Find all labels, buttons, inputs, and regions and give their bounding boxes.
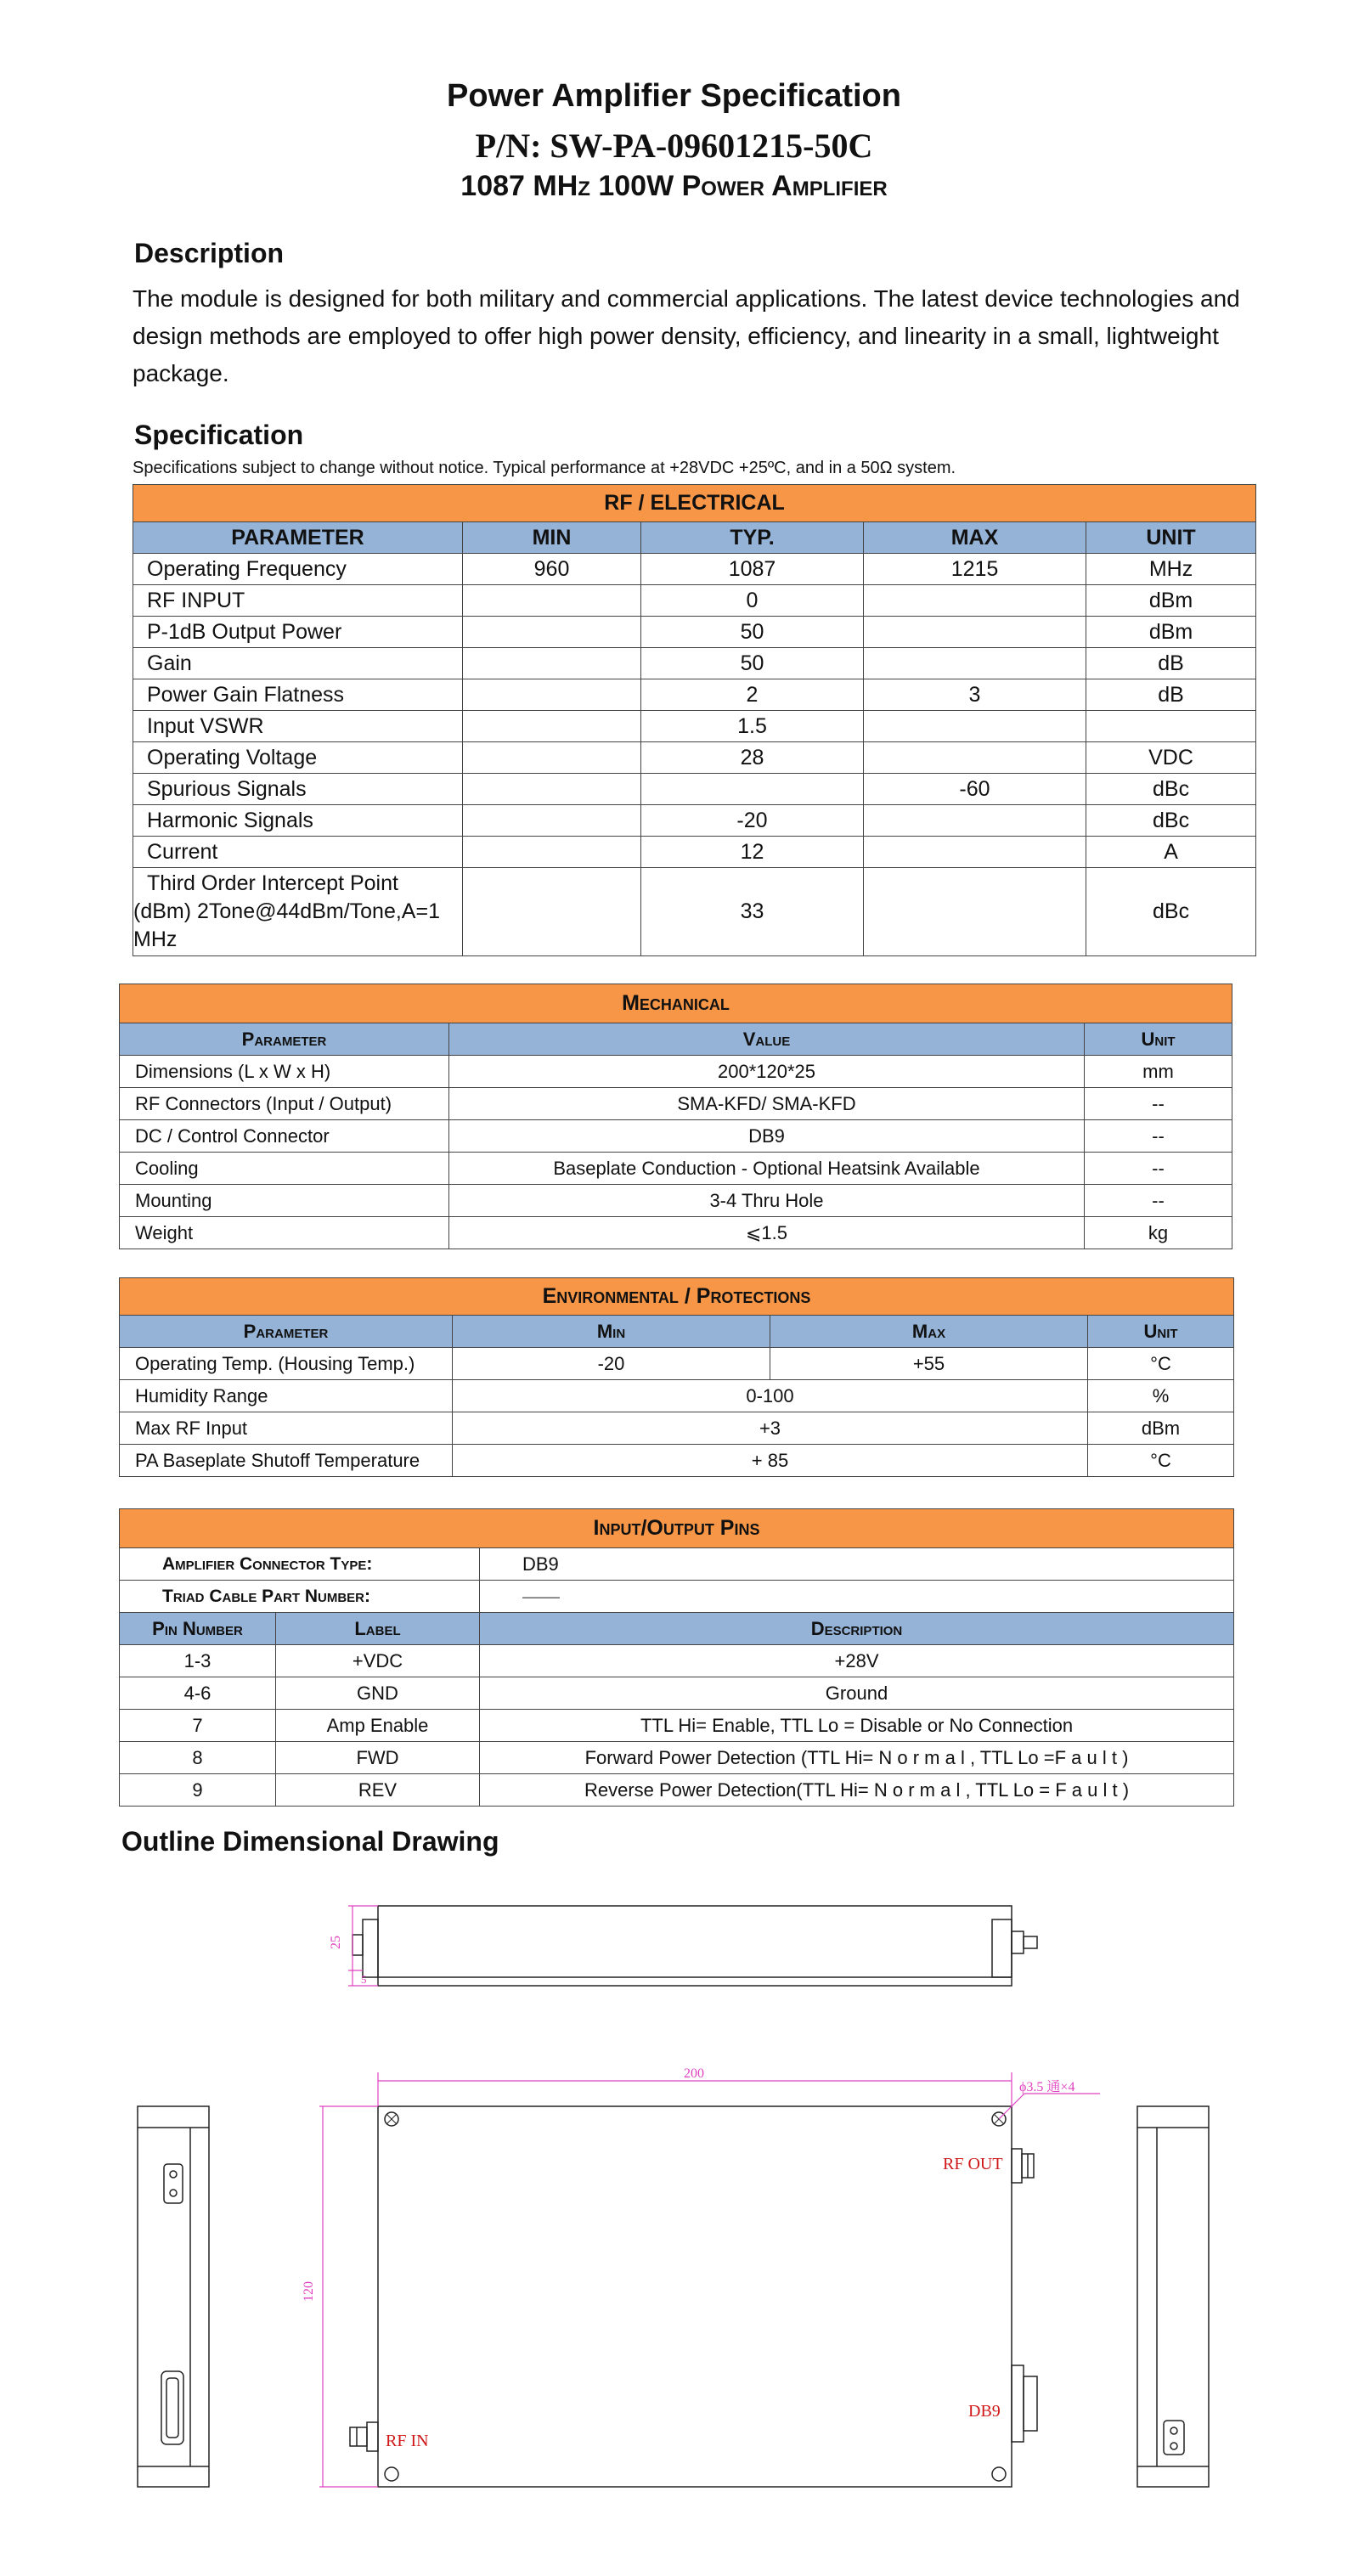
pin-label-cell: Amp Enable <box>276 1710 480 1742</box>
rf-table-row <box>133 837 1256 868</box>
mech-table-row <box>120 1185 1232 1217</box>
outline-drawing <box>0 1869 1348 2514</box>
pin-description-cell: Reverse Power Detection(TTL Hi= N o r m a l , TTL Lo = F a u l t ) <box>480 1774 1234 1807</box>
rf-header-min: MIN <box>463 522 641 554</box>
env-param-cell: Max RF Input <box>120 1412 453 1445</box>
page-subtitle: 1087 MHz 100W Power Amplifier <box>460 170 888 202</box>
rf-param-cell: Gain <box>133 648 463 679</box>
env-value-cell: 0-100 <box>453 1380 1088 1412</box>
rf-table-row <box>133 711 1256 742</box>
rf-electrical-table <box>133 484 1256 956</box>
rf-table-row <box>133 805 1256 837</box>
drawing-heading: Outline Dimensional Drawing <box>121 1826 499 1857</box>
rf-typ-cell: -20 <box>641 805 864 837</box>
mech-param-cell: Weight <box>120 1217 449 1249</box>
rf-max-cell <box>864 617 1086 648</box>
rf-table-row <box>133 585 1256 617</box>
third-order-line2: (dBm) 2Tone@44dBm/Tone,A=1 <box>133 899 440 923</box>
mech-value-cell: SMA-KFD/ SMA-KFD <box>449 1088 1085 1120</box>
mech-header-value: Value <box>449 1023 1085 1056</box>
rf-unit-cell: MHz <box>1086 554 1256 585</box>
rf-typ-cell <box>641 774 864 805</box>
dim-height-label: 25 <box>329 1936 343 1949</box>
env-param-cell: PA Baseplate Shutoff Temperature <box>120 1445 453 1477</box>
mech-unit-cell: mm <box>1085 1056 1232 1088</box>
mech-value-cell: DB9 <box>449 1120 1085 1153</box>
rf-max-cell: 1215 <box>864 554 1086 585</box>
rf-max-cell <box>864 837 1086 868</box>
env-header-parameter: Parameter <box>120 1316 453 1348</box>
db9-connector <box>1024 2376 1037 2431</box>
rf-header-unit: UNIT <box>1086 522 1256 554</box>
env-param-cell: Humidity Range <box>120 1380 453 1412</box>
rf-unit-cell: dB <box>1086 648 1256 679</box>
mech-table-row <box>120 1056 1232 1088</box>
rf-param-cell: Harmonic Signals <box>133 805 463 837</box>
rf-cell-typ: 33 <box>641 868 864 956</box>
pins-table-row <box>120 1710 1234 1742</box>
third-order-line1: Third Order Intercept Point <box>147 871 398 895</box>
mech-unit-cell: -- <box>1085 1185 1232 1217</box>
rf-typ-cell: 2 <box>641 679 864 711</box>
pins-table-row <box>120 1677 1234 1710</box>
env-header-unit: Unit <box>1088 1316 1234 1348</box>
side-view-right-block <box>992 1919 1012 1977</box>
rf-cell-min <box>463 868 641 956</box>
mech-table-row <box>120 1217 1232 1249</box>
rf-max-cell <box>864 585 1086 617</box>
env-unit-cell: % <box>1088 1380 1234 1412</box>
rf-typ-cell: 1.5 <box>641 711 864 742</box>
env-unit-cell: °C <box>1088 1348 1234 1380</box>
side-view-left-block <box>363 1919 378 1977</box>
rf-param-cell: Input VSWR <box>133 711 463 742</box>
specification-heading: Specification <box>134 420 304 450</box>
rf-typ-cell: 0 <box>641 585 864 617</box>
pins-header-label: Label <box>276 1613 480 1645</box>
mech-param-cell: RF Connectors (Input / Output) <box>120 1088 449 1120</box>
mech-param-cell: Dimensions (L x W x H) <box>120 1056 449 1088</box>
right-end-view <box>1137 2106 1209 2487</box>
pin-number-cell: 9 <box>120 1774 276 1807</box>
rf-table-row <box>133 742 1256 774</box>
rf-unit-cell <box>1086 711 1256 742</box>
mech-unit-cell: -- <box>1085 1088 1232 1120</box>
rf-max-cell: -60 <box>864 774 1086 805</box>
mech-param-cell: Cooling <box>120 1153 449 1185</box>
dim-base-label: 5 <box>361 1973 367 1986</box>
mech-value-cell: Baseplate Conduction - Optional Heatsink Available <box>449 1153 1085 1185</box>
rf-typ-cell: 28 <box>641 742 864 774</box>
mech-table-row <box>120 1153 1232 1185</box>
rf-cell-unit: dBc <box>1086 868 1256 956</box>
rf-unit-cell: A <box>1086 837 1256 868</box>
description-heading: Description <box>134 238 285 268</box>
pins-table-title: Input/Output Pins <box>120 1509 1234 1548</box>
env-param-cell: Operating Temp. (Housing Temp.) <box>120 1348 453 1380</box>
hole-note-label: ϕ3.5 通×4 <box>1019 2080 1075 2094</box>
env-table-row <box>120 1380 1234 1412</box>
mech-table-row <box>120 1120 1232 1153</box>
env-table-title: Environmental / Protections <box>120 1278 1234 1316</box>
connector-type-value: DB9 <box>480 1548 1234 1581</box>
pin-label-cell: +VDC <box>276 1645 480 1677</box>
plan-view-body <box>378 2106 1012 2487</box>
dim-length-label: 200 <box>684 2066 704 2081</box>
rf-unit-cell: dBc <box>1086 805 1256 837</box>
rf-table-row <box>133 648 1256 679</box>
rf-max-cell <box>864 805 1086 837</box>
rf-min-cell <box>463 648 641 679</box>
left-end-db9-port <box>161 2371 183 2444</box>
mech-unit-cell: -- <box>1085 1153 1232 1185</box>
mech-header-parameter: Parameter <box>120 1023 449 1056</box>
env-unit-cell: °C <box>1088 1445 1234 1477</box>
rf-in-connector <box>350 2427 367 2446</box>
pin-label-cell: REV <box>276 1774 480 1807</box>
rf-param-cell: Power Gain Flatness <box>133 679 463 711</box>
rf-unit-cell: VDC <box>1086 742 1256 774</box>
rf-typ-cell: 50 <box>641 648 864 679</box>
rf-unit-cell: dB <box>1086 679 1256 711</box>
env-header-max: Max <box>770 1316 1088 1348</box>
mech-param-cell: Mounting <box>120 1185 449 1217</box>
rf-min-cell <box>463 742 641 774</box>
connector-type-label: Amplifier Connector Type: <box>120 1548 480 1581</box>
page-title: Power Amplifier Specification <box>447 78 901 114</box>
rf-table-row <box>133 554 1256 585</box>
env-header-min: Min <box>453 1316 770 1348</box>
left-end-view <box>138 2106 209 2487</box>
rf-typ-cell: 50 <box>641 617 864 648</box>
mechanical-table <box>119 984 1232 1249</box>
rf-unit-cell: dBm <box>1086 617 1256 648</box>
mech-value-cell: ⩽1.5 <box>449 1217 1085 1249</box>
rf-out-label: RF OUT <box>943 2155 1003 2173</box>
cable-part-label: Triad Cable Part Number: <box>120 1581 480 1613</box>
pin-number-cell: 7 <box>120 1710 276 1742</box>
rf-param-cell: Spurious Signals <box>133 774 463 805</box>
pins-table-row <box>120 1742 1234 1774</box>
rf-min-cell <box>463 585 641 617</box>
pin-description-cell: +28V <box>480 1645 1234 1677</box>
rf-min-cell <box>463 679 641 711</box>
rf-min-cell <box>463 617 641 648</box>
pin-number-cell: 8 <box>120 1742 276 1774</box>
third-order-line3: MHz <box>133 927 178 951</box>
rf-param-cell: Current <box>133 837 463 868</box>
mech-header-unit: Unit <box>1085 1023 1232 1056</box>
env-max-cell: +55 <box>770 1348 1088 1380</box>
rf-cell-max <box>864 868 1086 956</box>
environmental-table <box>119 1277 1234 1477</box>
mech-unit-cell: kg <box>1085 1217 1232 1249</box>
pin-label-cell: FWD <box>276 1742 480 1774</box>
rf-table-row <box>133 679 1256 711</box>
side-view-body <box>378 1906 1012 1986</box>
rf-typ-cell: 1087 <box>641 554 864 585</box>
part-number: P/N: SW-PA-09601215-50C <box>475 127 873 165</box>
rf-min-cell <box>463 805 641 837</box>
pins-header-description: Description <box>480 1613 1234 1645</box>
env-table-row <box>120 1412 1234 1445</box>
rf-unit-cell: dBm <box>1086 585 1256 617</box>
mech-param-cell: DC / Control Connector <box>120 1120 449 1153</box>
rf-header-parameter: PARAMETER <box>133 522 463 554</box>
env-value-cell: + 85 <box>453 1445 1088 1477</box>
specification-note: Specifications subject to change without notice. Typical performance at +28VDC +25ºC, and in a 50Ω system. <box>133 459 956 477</box>
mount-hole-br <box>992 2467 1006 2481</box>
mech-table-title: Mechanical <box>120 984 1232 1023</box>
rf-param-third-order <box>133 868 463 956</box>
rf-max-cell: 3 <box>864 679 1086 711</box>
env-table-row <box>120 1445 1234 1477</box>
rf-min-cell: 960 <box>463 554 641 585</box>
pin-number-cell: 4-6 <box>120 1677 276 1710</box>
rf-max-cell <box>864 711 1086 742</box>
cable-part-value: —— <box>480 1581 1234 1613</box>
rf-min-cell <box>463 711 641 742</box>
pin-number-cell: 1-3 <box>120 1645 276 1677</box>
rf-param-cell: Operating Frequency <box>133 554 463 585</box>
rf-unit-cell: dBc <box>1086 774 1256 805</box>
pin-description-cell: TTL Hi= Enable, TTL Lo = Disable or No Connection <box>480 1710 1234 1742</box>
mech-value-cell: 200*120*25 <box>449 1056 1085 1088</box>
env-value-cell: +3 <box>453 1412 1088 1445</box>
pin-description-cell: Forward Power Detection (TTL Hi= N o r m a l , TTL Lo =F a u l t ) <box>480 1742 1234 1774</box>
rf-table-row <box>133 617 1256 648</box>
mech-table-row <box>120 1088 1232 1120</box>
env-min-cell: -20 <box>453 1348 770 1380</box>
left-end-rf-port <box>164 2164 183 2203</box>
dimension-lines <box>319 1906 1100 2487</box>
db9-label: DB9 <box>968 2402 1001 2421</box>
rf-min-cell <box>463 837 641 868</box>
rf-min-cell <box>463 774 641 805</box>
rf-header-max: MAX <box>864 522 1086 554</box>
rf-max-cell <box>864 742 1086 774</box>
pins-table-row <box>120 1774 1234 1807</box>
rf-max-cell <box>864 648 1086 679</box>
rf-param-cell: RF INPUT <box>133 585 463 617</box>
dim-width-label: 120 <box>302 2281 316 2302</box>
rf-param-cell: Operating Voltage <box>133 742 463 774</box>
pin-label-cell: GND <box>276 1677 480 1710</box>
pin-description-cell: Ground <box>480 1677 1234 1710</box>
mech-unit-cell: -- <box>1085 1120 1232 1153</box>
env-unit-cell: dBm <box>1088 1412 1234 1445</box>
rf-typ-cell: 12 <box>641 837 864 868</box>
pins-table-row <box>120 1645 1234 1677</box>
pins-table <box>119 1508 1234 1807</box>
mount-hole-bl <box>385 2467 398 2481</box>
rf-table-title: RF / ELECTRICAL <box>133 485 1256 522</box>
rf-in-label: RF IN <box>386 2432 429 2450</box>
pins-header-number: Pin Number <box>120 1613 276 1645</box>
rf-table-row <box>133 774 1256 805</box>
rf-param-cell: P-1dB Output Power <box>133 617 463 648</box>
rf-header-typ: TYP. <box>641 522 864 554</box>
mech-value-cell: 3-4 Thru Hole <box>449 1185 1085 1217</box>
description-text: The module is designed for both military and commercial applications. The latest device technologies and design methods are employed to offer high power density, efficiency, and linearity in a small, lightweight package. <box>133 285 1240 386</box>
